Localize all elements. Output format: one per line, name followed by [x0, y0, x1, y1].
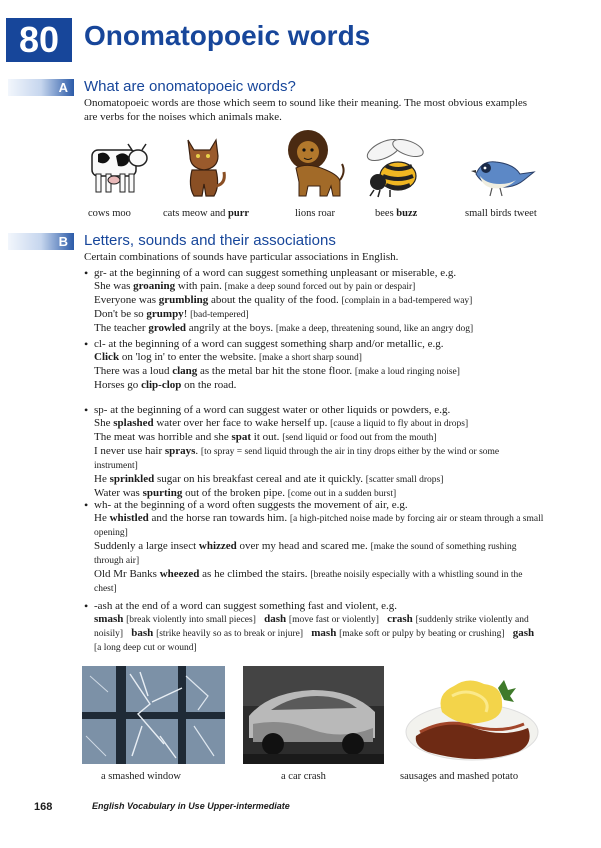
example-sentence: Everyone was grumbling about the quality of the food. [complain in a bad-tempered way] — [94, 294, 473, 306]
example-sentence: He sprinkled sugar on his breakfast cereal and ate it quickly. [scatter small drops] — [94, 473, 444, 485]
section-b-title: Letters, sounds and their associations — [84, 232, 336, 249]
animal-caption: small birds tweet — [465, 208, 537, 219]
example-sentence: Horses go clip-clop on the road. — [94, 379, 237, 391]
bullet-heading: • gr- at the beginning of a word can suggest something unpleasant or miserable, e.g. — [84, 267, 544, 280]
bullet-group-ash — [84, 600, 544, 655]
bullet-group-gr — [84, 267, 544, 336]
section-b-letter: B — [8, 233, 74, 250]
ash-word-list: smash [break violently into small pieces] dash [move fast or violently] crash [suddenly strike violently and noisily] bash [strike heavily so as to break or injure] mash [make soft or pulpy by beating or crushing] gash [a long deep cut or wound] — [94, 613, 535, 653]
sausages-mash-photo — [402, 666, 541, 764]
example-sentence: Click on 'log in' to enter the website. [make a short sharp sound] — [94, 351, 362, 363]
example-sentence: Suddenly a large insect whizzed over my head and scared me. [make the sound of something rushing through air] — [94, 540, 517, 566]
example-sentence: She splashed water over her face to wake herself up. [cause a liquid to fly about in drops] — [94, 417, 469, 429]
bullet-heading: • -ash at the end of a word can suggest something fast and violent, e.g. — [84, 600, 544, 613]
section-a-letter: A — [8, 79, 74, 96]
example-sentence: The teacher growled angrily at the boys. [make a deep, threatening sound, like an angry dog] — [94, 322, 474, 334]
bee-illustration — [362, 134, 430, 198]
smashed-window-photo — [82, 666, 225, 764]
example-sentence: She was groaning with pain. [make a deep sound forced out by pain or despair] — [94, 280, 416, 292]
photo-caption: a smashed window — [101, 771, 181, 782]
small-bird-illustration — [470, 152, 536, 198]
example-sentence: I never use hair sprays. [to spray = send liquid through the air in tiny drops either by the wind or some instrument] — [94, 445, 500, 471]
book-title: English Vocabulary in Use Upper-intermediate — [92, 801, 290, 811]
photo-caption: sausages and mashed potato — [400, 771, 519, 782]
bullet-group-wh — [84, 499, 544, 596]
example-sentence: There was a loud clang as the metal bar hit the stone floor. [make a loud ringing noise] — [94, 365, 460, 377]
animal-caption: cows moo — [88, 208, 131, 219]
unit-number-badge: 80 — [6, 18, 72, 62]
animal-caption: cats meow and purr — [163, 208, 250, 219]
section-b-intro: Certain combinations of sounds have particular associations in English. — [84, 251, 399, 263]
section-a-title: What are onomatopoeic words? — [84, 78, 296, 95]
car-crash-photo — [243, 666, 384, 764]
page-number: 168 — [34, 801, 53, 813]
section-a-intro: Onomatopoeic words are those which seem to sound like their meaning. The most obvious examples are verbs for the noises which animals make. — [84, 97, 528, 123]
example-sentence: Water was spurting out of the broken pipe. [come out in a sudden burst] — [94, 487, 397, 499]
animal-caption: lions roar — [295, 208, 335, 219]
lion-illustration — [282, 128, 348, 200]
example-sentence: Old Mr Banks wheezed as he climbed the stairs. [breathe noisily especially with a whistling sound in the chest] — [94, 568, 523, 594]
cow-illustration — [84, 136, 150, 198]
example-sentence: The meat was horrible and she spat it out. [send liquid or food out from the mouth] — [94, 431, 437, 443]
example-sentence: He whistled and the horse ran towards him. [a high-pitched noise made by forcing air or steam through a small opening] — [94, 512, 544, 538]
example-sentence: Don't be so grumpy! [bad-tempered] — [94, 308, 249, 320]
bullet-heading: • cl- at the beginning of a word can suggest something sharp and/or metallic, e.g. — [84, 338, 544, 351]
photo-caption: a car crash — [281, 771, 326, 782]
cat-illustration — [178, 134, 230, 200]
bullet-heading: • wh- at the beginning of a word often suggests the movement of air, e.g. — [84, 499, 544, 512]
page-title: Onomatopoeic words — [84, 20, 371, 51]
bullet-group-sp — [84, 404, 544, 501]
bullet-group-cl — [84, 338, 544, 393]
bullet-heading: • sp- at the beginning of a word can suggest water or other liquids or powders, e.g. — [84, 404, 544, 417]
animal-caption: bees buzz — [375, 208, 418, 219]
